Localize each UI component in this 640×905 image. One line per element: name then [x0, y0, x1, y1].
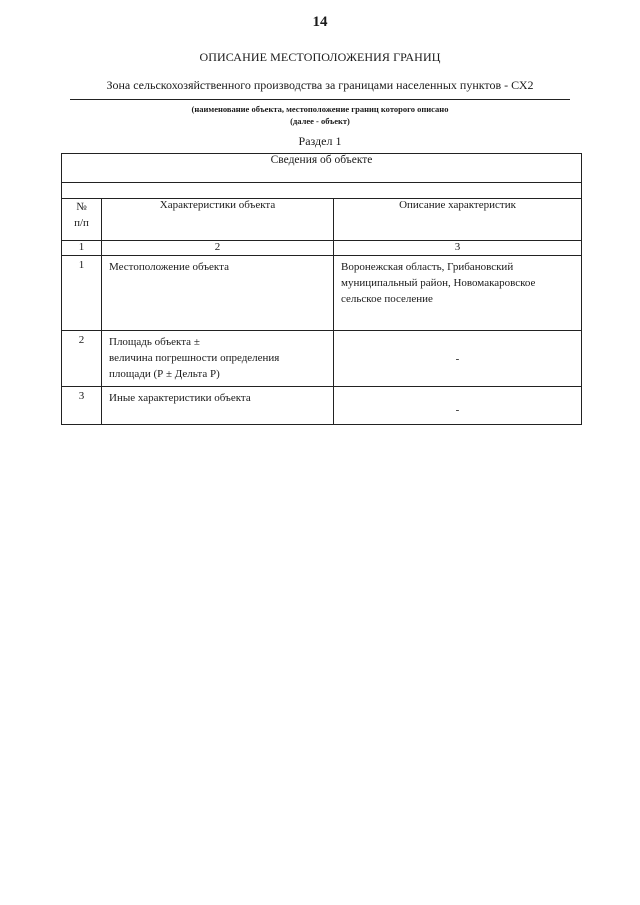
table-row [62, 387, 582, 425]
header-description: Описание характеристик [334, 199, 582, 241]
row-characteristic [102, 331, 334, 387]
table-spacer-cell [62, 183, 582, 199]
table-row [62, 256, 582, 331]
header-num-line-2: п/п [74, 217, 89, 229]
row-number: 2 [62, 331, 102, 387]
row-characteristic-line-3: площади (Р ± Дельта Р) [109, 368, 220, 380]
object-caption-line-2: (далее - объект) [290, 116, 350, 126]
header-characteristics: Характеристики объекта [102, 199, 334, 241]
table-caption: Сведения об объекте [62, 154, 582, 183]
object-caption [70, 103, 570, 127]
row-value: - [334, 331, 582, 387]
row-number: 1 [62, 256, 102, 331]
row-value: Воронежская область, Грибановский муниципальный район, Новомакаровское сельское поселение [334, 256, 582, 331]
document-title: ОПИСАНИЕ МЕСТОПОЛОЖЕНИЯ ГРАНИЦ [199, 50, 441, 64]
column-number: 1 [62, 241, 102, 256]
row-number: 3 [62, 387, 102, 425]
table-row [62, 331, 582, 387]
object-name: Зона сельскохозяйственного производства за границами населенных пунктов - СХ2 [106, 78, 534, 92]
object-info-table [61, 153, 582, 425]
column-number: 2 [102, 241, 334, 256]
row-value: - [334, 387, 582, 425]
header-num-line-1: № [76, 201, 87, 213]
page-number: 14 [312, 14, 328, 30]
object-caption-line-1: (наименование объекта, местоположение границ которого описано [191, 104, 449, 114]
table-spacer-row [62, 183, 582, 199]
column-number: 3 [334, 241, 582, 256]
column-numbers-row [62, 241, 582, 256]
section-title: Раздел 1 [298, 134, 342, 148]
row-characteristic: Местоположение объекта [102, 256, 334, 331]
underline-rule [70, 99, 570, 100]
header-num-cell [62, 199, 102, 241]
table-header-row [62, 199, 582, 241]
table-caption-row [62, 154, 582, 183]
row-characteristic-line-1: Площадь объекта ± [109, 336, 200, 348]
row-characteristic-line-2: величина погрешности определения [109, 352, 280, 364]
row-characteristic: Иные характеристики объекта [102, 387, 334, 425]
